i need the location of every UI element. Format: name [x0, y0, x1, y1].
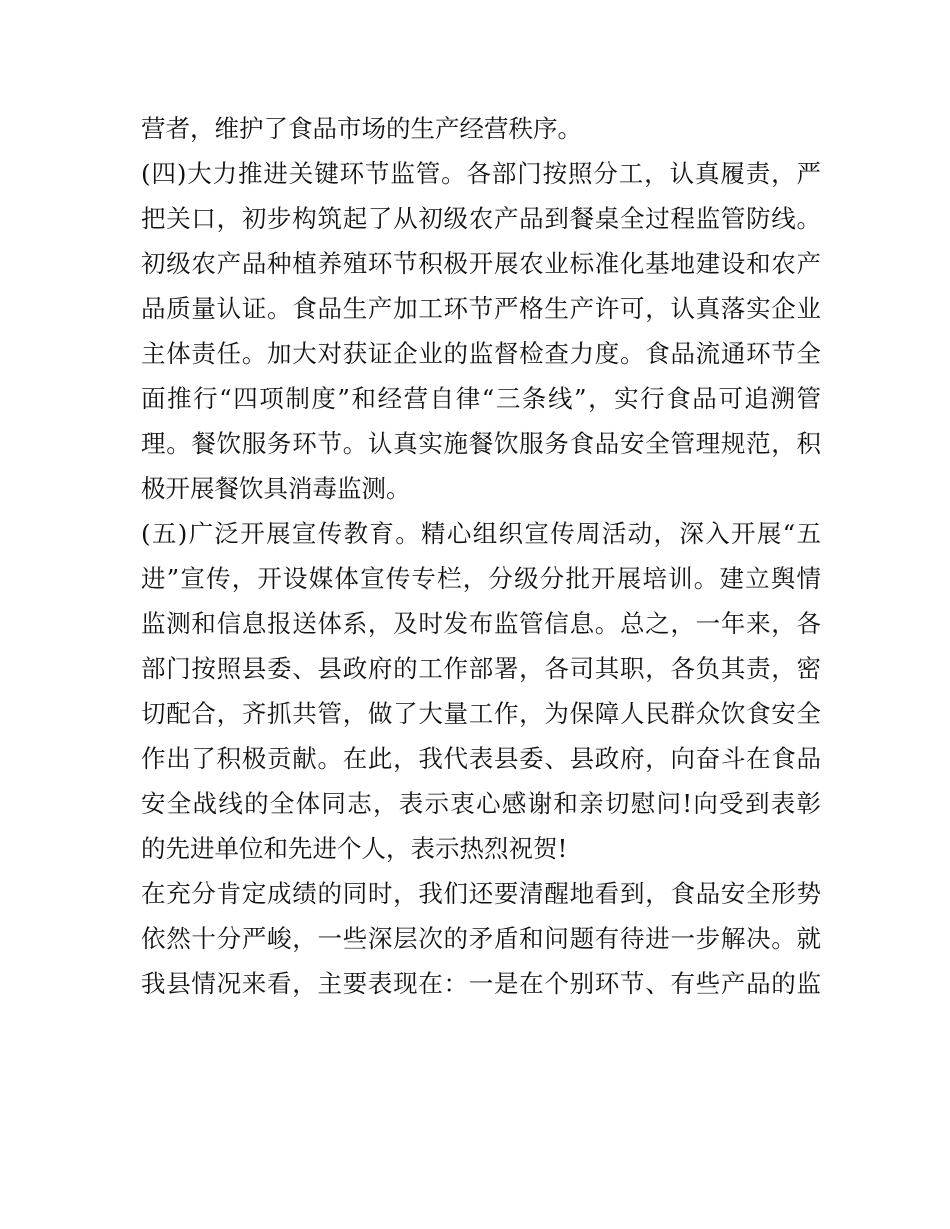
text-line: 依然十分严峻，一些深层次的矛盾和问题有待进一步解决。就	[141, 924, 821, 953]
text-line: 部门按照县委、县政府的工作部署，各司其职，各负其责，密	[141, 654, 821, 683]
text-line: (五)广泛开展宣传教育。精心组织宣传周活动，深入开展“五	[141, 519, 821, 548]
text-line: 理。餐饮服务环节。认真实施餐饮服务食品安全管理规范，积	[141, 429, 821, 458]
body-text	[141, 106, 821, 1006]
text-line: 监测和信息报送体系，及时发布监管信息。总之，一年来，各	[141, 609, 821, 638]
text-line: 我县情况来看，主要表现在：一是在个别环节、有些产品的监	[141, 969, 821, 998]
text-line: 面推行“四项制度”和经营自律“三条线”，实行食品可追溯管	[141, 384, 821, 413]
text-line: 在充分肯定成绩的同时，我们还要清醒地看到，食品安全形势	[141, 879, 821, 908]
text-line: 的先进单位和先进个人，表示热烈祝贺!	[141, 834, 568, 863]
text-line: 安全战线的全体同志，表示衷心感谢和亲切慰问!向受到表彰	[141, 789, 821, 818]
text-line: 极开展餐饮具消毒监测。	[141, 474, 411, 503]
text-line: 进”宣传，开设媒体宣传专栏，分级分批开展培训。建立舆情	[141, 564, 821, 593]
text-line: 切配合，齐抓共管，做了大量工作，为保障人民群众饮食安全	[141, 699, 821, 728]
text-line: 把关口，初步构筑起了从初级农产品到餐桌全过程监管防线。	[141, 204, 821, 233]
text-line: 主体责任。加大对获证企业的监督检查力度。食品流通环节全	[141, 339, 821, 368]
text-line: (四)大力推进关键环节监管。各部门按照分工，认真履责，严	[141, 159, 821, 188]
text-line: 初级农产品种植养殖环节积极开展农业标准化基地建设和农产	[141, 249, 821, 278]
text-line: 品质量认证。食品生产加工环节严格生产许可，认真落实企业	[141, 294, 821, 323]
text-line: 作出了积极贡献。在此，我代表县委、县政府，向奋斗在食品	[141, 744, 821, 773]
text-line: 营者，维护了食品市场的生产经营秩序。	[141, 114, 582, 143]
